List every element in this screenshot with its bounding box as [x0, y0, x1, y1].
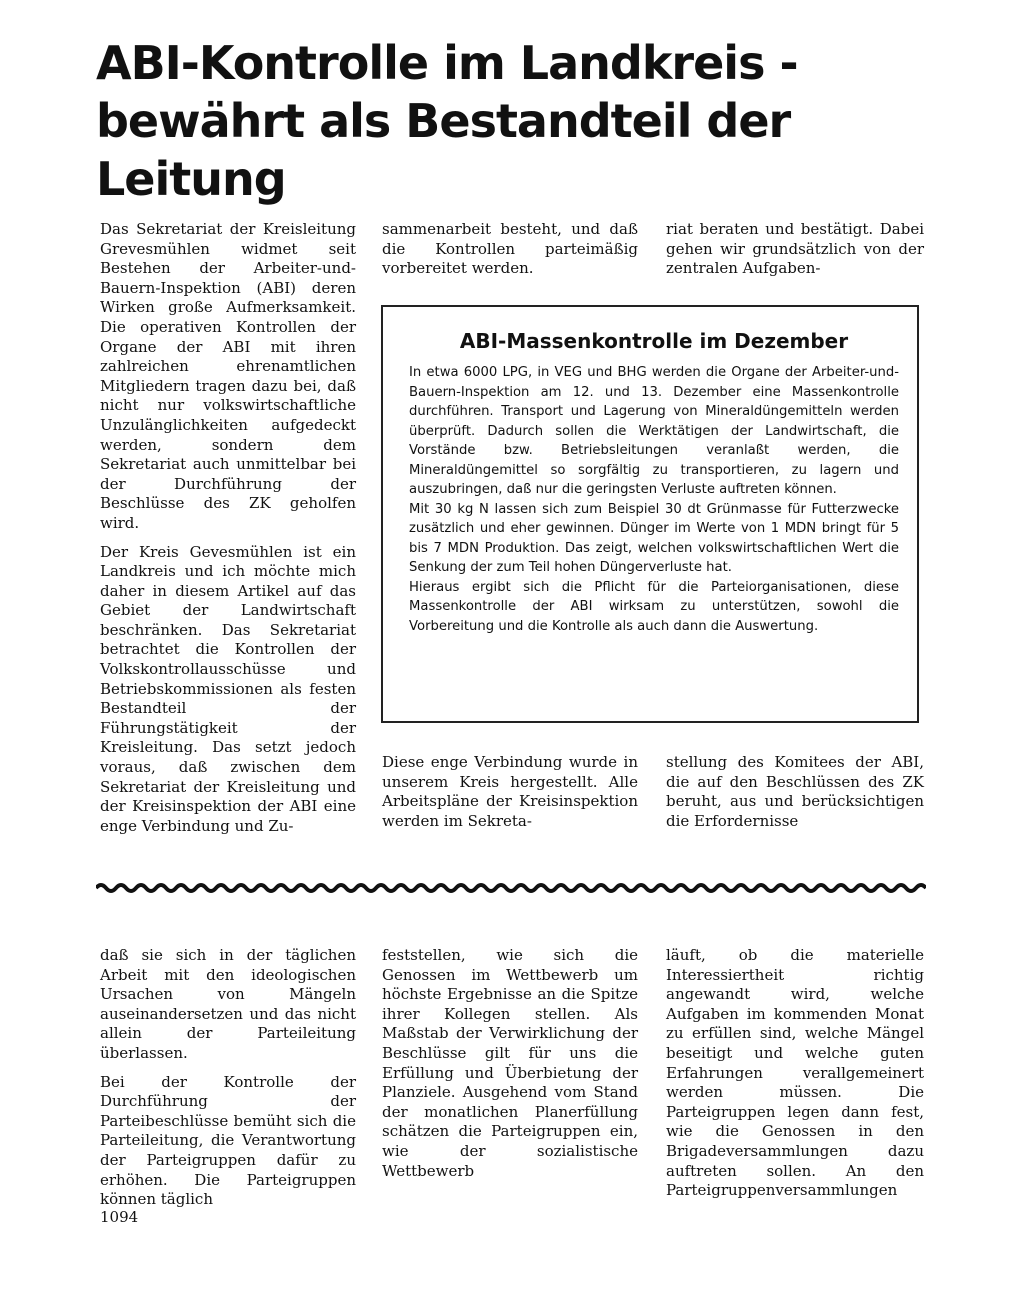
info-box-title: ABI-Massenkontrolle im Dezember	[459, 329, 849, 353]
lower-column-3	[666, 946, 924, 1210]
upper-column-2	[382, 220, 638, 288]
upper-column-1	[100, 220, 356, 845]
paragraph: daß sie sich in der täglichen Arbeit mit den ideologischen Ursachen von Mängeln auseinandersetzen und das nicht allein der Parteileitung überlassen.	[100, 946, 356, 1062]
wavy-divider	[96, 880, 926, 896]
info-box	[381, 305, 919, 723]
paragraph: sammenarbeit besteht, und daß die Kontrollen parteimäßig vorbereitet werden.	[382, 220, 638, 278]
info-box-paragraph: Mit 30 kg N lassen sich zum Beispiel 30 dt Grünmasse für Futterzwecke zusätzlich und eher gewinnen. Dünger im Werte von 1 MDN bringt für 5 bis 7 MDN Produktion. Das zeigt, welchen volkswirtschaftlichen Wert die Senkung der zum Teil hohen Düngerverluste hat.	[409, 501, 899, 575]
paragraph: Bei der Kontrolle der Durchführung der Parteibeschlüsse bemüht sich die Parteileitung, die Verantwortung der Parteigruppen dafür zu erhöhen. Die Parteigruppen können täglich	[100, 1072, 356, 1209]
headline-line-1: ABI-Kontrolle im Landkreis -	[96, 36, 798, 90]
lower-column-2	[382, 946, 638, 1190]
paragraph: riat beraten und bestätigt. Dabei gehen wir grundsätzlich von der zentralen Aufgaben-	[666, 220, 924, 278]
upper-column-3-continued	[666, 753, 924, 840]
lower-column-1	[100, 946, 356, 1219]
upper-column-3	[666, 220, 924, 288]
info-box-paragraph: In etwa 6000 LPG, in VEG und BHG werden die Organe der Arbeiter-und-Bauern-Inspektion am 12. und 13. Dezember eine Massenkontrolle durchführen. Transport und Lagerung von Mineraldüngemitteln werden überprüft. Dadurch sollen die Werktätigen der Landwirtschaft, die Vorstände bzw. Betriebsleitungen veranlaßt werden, die Mineraldüngemittel so sorgfältig zu transportieren, zu lagern und auszubringen, daß nur die geringsten Verluste auftreten können.	[409, 365, 899, 497]
paragraph: Das Sekretariat der Kreisleitung Grevesmühlen widmet seit Bestehen der Arbeiter-und-Bauern-Inspektion (ABI) deren Wirken große Aufmerksamkeit. Die operativen Kontrollen der Organe der ABI mit ihren zahlreichen ehrenamtlichen Mitgliedern tragen dazu bei, daß nicht nur volkswirtschaftliche Unzulänglichkeiten aufgedeckt werden, sondern dem Sekretariat auch unmittelbar bei der Durchführung der Beschlüsse des ZK geholfen wird.	[100, 220, 356, 532]
paragraph: Der Kreis Gevesmühlen ist ein Landkreis und ich möchte mich daher in diesem Artikel auf das Gebiet der Landwirtschaft beschränken. Das Sekretariat betrachtet die Kontrollen der Volkskontrollausschüsse und Betriebskommissionen als festen Bestandteil der Führungstätigkeit der Kreisleitung. Das setzt jedoch voraus, daß zwischen dem Sekretariat der Kreisleitung und der Kreisinspektion der ABI eine enge Verbindung und Zu-	[100, 542, 356, 835]
paragraph: feststellen, wie sich die Genossen im Wettbewerb um höchste Ergebnisse an die Spitze ihrer Kollegen stellen. Als Maßstab der Verwirklichung der Beschlüsse gilt für uns die Erfüllung und Überbietung der Planziele. Ausgehend vom Stand der monatlichen Planerfüllung schätzen die Parteigruppen ein, wie der sozialistische Wettbewerb	[382, 946, 638, 1180]
upper-column-2-continued	[382, 753, 638, 840]
paragraph: Diese enge Verbindung wurde in unserem Kreis hergestellt. Alle Arbeitspläne der Kreisinspektion werden im Sekreta-	[382, 753, 638, 830]
headline-line-2: bewährt als Bestandteil der Leitung	[96, 94, 791, 206]
article-headline	[96, 34, 946, 208]
info-box-paragraph: Hieraus ergibt sich die Pflicht für die Parteiorganisationen, diese Massenkontrolle der ABI wirksam zu unterstützen, sowohl die Vorbereitung und die Kontrolle als auch dann die Auswertung.	[409, 579, 899, 634]
page-number: 1094	[100, 1208, 139, 1226]
paragraph: läuft, ob die materielle Interessiertheit richtig angewandt wird, welche Aufgaben im kommenden Monat zu erfüllen sind, welche Mängel beseitigt und welche guten Erfahrungen verallgemeinert werden müssen. Die Parteigruppen legen dann fest, wie die Genossen in den Brigadeversammlungen dazu auftreten sollen. An den Parteigruppenversammlungen	[666, 946, 924, 1200]
info-box-body	[409, 363, 899, 636]
paragraph: stellung des Komitees der ABI, die auf den Beschlüssen des ZK beruht, aus und berücksichtigen die Erfordernisse	[666, 753, 924, 830]
